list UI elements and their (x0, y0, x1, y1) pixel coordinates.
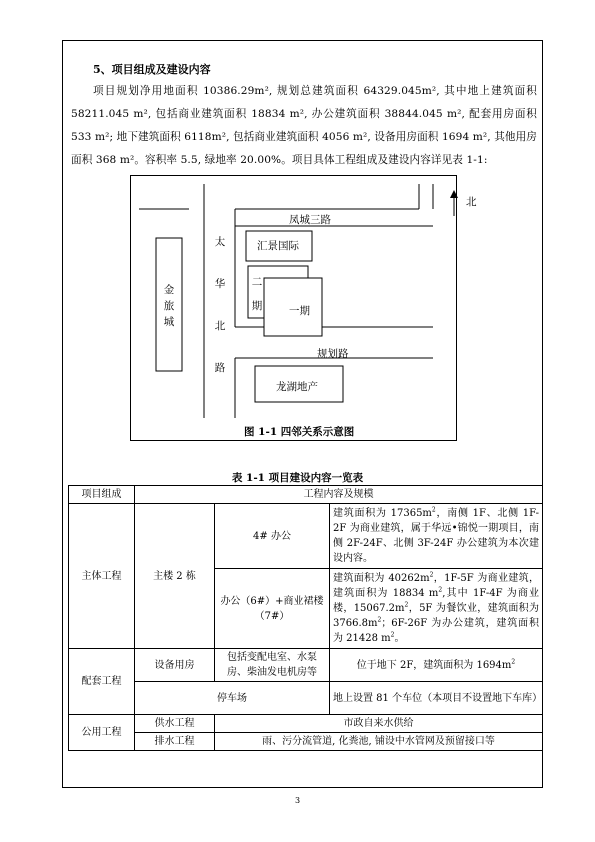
longhu-label: 龙湖地产 (276, 381, 318, 393)
road-label-guihua: 规划路 (317, 348, 349, 360)
cell-office6-desc: 建筑面积为 $40262m^2$，1F-5F 为商业建筑，建筑面积为 18834 $m^2$,其中 1F-4F 为商业楼，$15067.2m^2$，5F 为餐饮业，建筑面积为 $3766.8m^2$；6F-26F 为办公建筑，建筑面积为 21428 $m^2$。 (330, 569, 543, 649)
jinlu-label-2: 旅 (163, 300, 175, 312)
header-cell: 项目组成 (69, 486, 135, 504)
phase2-label-2: 期 (251, 300, 263, 312)
jinlu-label-3: 城 (163, 316, 175, 328)
phase2-label-1: 二 (251, 276, 263, 288)
cell-parking: 停车场 (135, 682, 330, 715)
figure-caption: 图 1-1 四邻关系示意图 (244, 426, 355, 438)
cell-main-building: 主楼 2 栋 (135, 504, 215, 649)
header-cell: 工程内容及规模 (135, 486, 543, 504)
section-paragraph: 项目规划净用地面积 10386.29m², 规划总建筑面积 64329.045m², 其中地上建筑面积 58211.045 m², 包括商业建筑面积 18834 m², 办公建筑面积 38844.045 m², 配套用房面积 533 m²; 地下建筑面积 6118m², 包括商业建筑面积 4056 m², 设备用房面积 1694 m², 其他用房面积 368 m²。容积率 5.5, 绿地率 20.00%。项目具体工程组成及建设内容详见表 1-1: (71, 85, 537, 166)
phase1-label: 一期 (289, 305, 310, 317)
cell-utility-engineering: 公用工程 (69, 715, 135, 751)
table-row (69, 733, 543, 751)
table-row (69, 649, 543, 682)
cell-equipment-location: 位于地下 2F，建筑面积为 $1694m^2$ (330, 649, 543, 682)
cell-water-supply: 供水工程 (135, 715, 215, 733)
cell-drainage: 排水工程 (135, 733, 215, 751)
cell-main-engineering: 主体工程 (69, 504, 135, 649)
surroundings-diagram (130, 175, 477, 441)
table-row (69, 682, 543, 715)
road-label-fengcheng: 凤城三路 (289, 214, 331, 226)
cell-support-engineering: 配套工程 (69, 649, 135, 715)
cell-water-supply-desc: 市政自来水供给 (215, 715, 543, 733)
cell-parking-desc: 地上设置 81 个车位（本项目不设置地下车库） (330, 682, 543, 715)
road-label-taihua-3: 北 (214, 320, 226, 332)
huijing-label: 汇景国际 (257, 240, 299, 252)
cell-equipment-room: 设备用房 (135, 649, 215, 682)
table-header-row (69, 486, 543, 504)
page-number: 3 (294, 796, 301, 805)
cell-office4-desc: 建筑面积为 $17365m^2$，南侧 1F、北侧 1F-2F 为商业建筑，属于华远•锦悦一期项目，南侧 2F-24F、北侧 3F-24F 办公建筑为本次建设内容。 (330, 504, 543, 569)
cell-office4-label: 4# 办公 (215, 504, 330, 569)
north-label: 北 (466, 196, 477, 208)
section-heading: 5、项目组成及建设内容 (93, 63, 211, 76)
cell-drainage-desc: 雨、污分流管道, 化粪池, 铺设中水管网及预留接口等 (215, 733, 543, 751)
table-row (69, 715, 543, 733)
cell-equipment-desc: 包括变配电室、水泵房、柴油发电机房等 (215, 649, 330, 682)
table-title: 表 1-1 项目建设内容一览表 (231, 472, 364, 484)
road-label-taihua-1: 太 (214, 236, 226, 248)
road-label-taihua-2: 华 (214, 278, 226, 290)
road-label-taihua-4: 路 (214, 362, 226, 374)
project-items-table (68, 485, 543, 751)
jinlu-label-1: 金 (163, 284, 175, 296)
cell-office6-label: 办公（6#）+商业裙楼（7#） (215, 569, 330, 649)
table-row (69, 504, 543, 569)
